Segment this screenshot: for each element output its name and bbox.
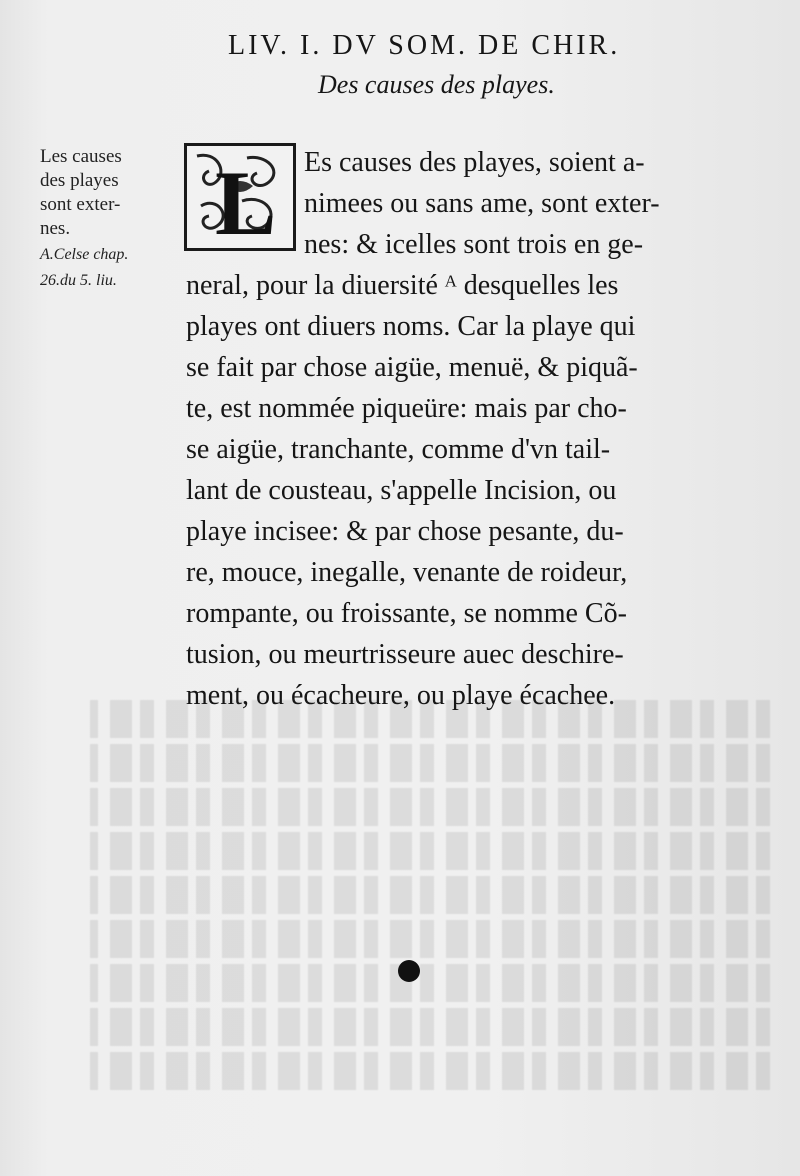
text-line: playe incisee: & par chose pesante, du- (186, 516, 624, 547)
margin-note-line: sont exter- (40, 194, 121, 215)
text-line: ment, ou écacheure, ou playe écachee. (186, 680, 616, 711)
text-line: re, mouce, inegalle, venante de roideur, (186, 557, 628, 588)
text-line: se aigüe, tranchante, comme d'vn tail- (186, 434, 611, 465)
margin-note-line: Les causes (40, 146, 122, 167)
text-line: Es causes des playes, soient a- (304, 147, 645, 178)
show-through-text (90, 700, 770, 1130)
text-line: nimees ou sans ame, sont exter- (304, 188, 660, 219)
text-line: rompante, ou froissante, se nomme Cõ- (186, 598, 627, 629)
margin-note (40, 145, 180, 293)
text-line: neral, pour la diuersité ᴬ desquelles les (186, 270, 619, 301)
body-text (186, 142, 746, 716)
margin-note-line: nes. (40, 218, 71, 239)
margin-note-line: des playes (40, 170, 119, 191)
running-head: LIV. I. DV SOM. DE CHIR. (228, 30, 621, 61)
text-line: nes: & icelles sont trois en ge- (304, 229, 644, 260)
ink-blot (398, 960, 420, 982)
text-line: lant de cousteau, s'appelle Incision, ou (186, 475, 617, 506)
text-line: tusion, ou meurtrisseure auec deschire- (186, 639, 624, 670)
svg-text:L: L (215, 152, 277, 248)
text-line: se fait par chose aigüe, menuë, & piquã- (186, 352, 638, 383)
margin-reference: A.Celse chap. (40, 246, 129, 263)
text-line: te, est nommée piqueüre: mais par cho- (186, 393, 627, 424)
margin-reference: 26.du 5. liu. (40, 272, 117, 289)
text-line: playes ont diuers noms. Car la playe qui (186, 311, 636, 342)
section-title: Des causes des playes. (318, 70, 555, 99)
